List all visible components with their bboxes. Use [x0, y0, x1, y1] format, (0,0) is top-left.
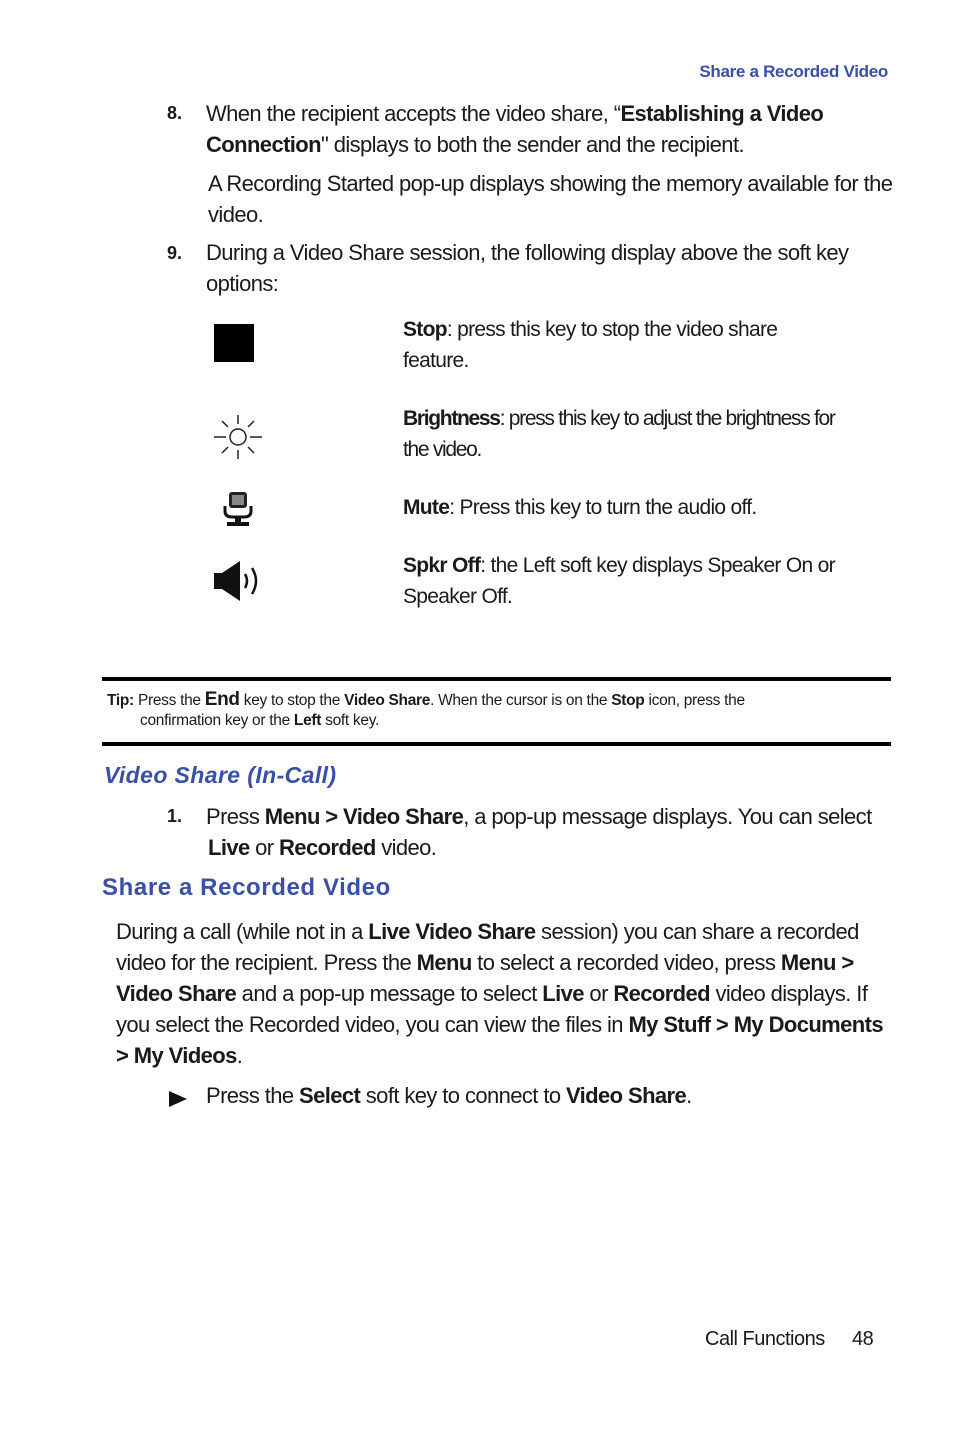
end-key-term: End	[204, 689, 240, 710]
tip-text: icon, press the	[644, 692, 745, 709]
running-header: Share a Recorded Video	[699, 62, 888, 81]
step-9-line: During a Video Share session, the following display above the soft key	[206, 240, 849, 265]
speaker-icon	[214, 560, 264, 607]
connection-term: Connection	[206, 132, 321, 157]
section2-text: .	[236, 1043, 243, 1068]
menu-term: Menu	[416, 950, 472, 975]
mute-term: Mute	[403, 496, 450, 519]
tip-text: confirmation key or the	[140, 712, 294, 729]
live-term: Live	[208, 835, 250, 860]
section1-text: or	[249, 835, 280, 860]
step-8-note	[208, 168, 898, 230]
section2-text: session) you can share a recorded	[535, 919, 859, 944]
tip-text: key to stop the	[239, 692, 345, 709]
section1-step-number: 1.	[167, 806, 183, 826]
step-8-note-line: video.	[208, 202, 264, 227]
step-9-number: 9.	[167, 243, 183, 263]
section-heading-video-share-in-call: Video Share (In-Call)	[104, 762, 337, 788]
step-9-text	[206, 237, 896, 299]
brightness-desc-text: the video.	[403, 438, 482, 461]
stop-desc-text: : press this key to stop the video share	[446, 318, 778, 341]
bullet-text: Press the	[206, 1083, 300, 1108]
bullet-arrow-icon	[168, 1089, 188, 1114]
bullet-text: .	[686, 1083, 692, 1108]
mute-icon	[220, 490, 256, 533]
left-key-term: Left	[293, 712, 322, 729]
brightness-icon	[212, 411, 264, 468]
recorded-term: Recorded	[613, 981, 710, 1006]
speaker-desc-text: Speaker Off.	[403, 585, 513, 608]
stop-term: Stop	[611, 692, 645, 709]
bullet-text: soft key to connect to	[360, 1083, 566, 1108]
footer-section-name: Call Functions	[705, 1328, 825, 1350]
section2-text: During a call (while not in a	[116, 919, 369, 944]
section1-text: , a pop-up message displays. You can select	[463, 804, 872, 829]
my-videos-term: > My Videos	[116, 1043, 237, 1068]
recorded-term: Recorded	[279, 835, 376, 860]
speaker-desc-text: : the Left soft key displays Speaker On or	[480, 554, 835, 577]
section2-text: video for the recipient. Press the	[116, 950, 417, 975]
section1-step-text	[206, 801, 896, 863]
bullet-step-text	[206, 1080, 896, 1111]
tip-top-rule	[102, 677, 891, 681]
stop-desc-text: feature.	[403, 349, 469, 372]
establishing-term: Establishing a Video	[620, 101, 824, 126]
stop-description	[403, 314, 863, 376]
brightness-description	[403, 403, 863, 465]
section2-paragraph	[116, 916, 906, 1071]
section2-text: or	[583, 981, 614, 1006]
step-8-text-part: " displays to both the sender and the recipient.	[321, 132, 744, 157]
step-8-text-part: When the recipient accepts the video share, “	[206, 101, 621, 126]
section2-text: you select the Recorded video, you can view the files in	[116, 1012, 629, 1037]
stop-icon	[214, 324, 254, 362]
video-share-term: Video Share	[344, 692, 431, 709]
mute-description	[403, 492, 863, 523]
live-video-share-term: Live Video Share	[368, 919, 536, 944]
tip-text: soft key.	[321, 712, 379, 729]
spkr-off-term: Spkr Off	[403, 554, 481, 577]
step-8-text	[206, 98, 896, 160]
brightness-desc-text: : press this key to adjust the brightness for	[499, 407, 835, 430]
brightness-term: Brightness	[403, 407, 500, 430]
tip-bottom-rule	[102, 742, 891, 746]
step-8-number: 8.	[167, 103, 183, 123]
live-term: Live	[542, 981, 584, 1006]
section2-text: to select a recorded video, press	[471, 950, 781, 975]
section2-text: and a pop-up message to select	[236, 981, 543, 1006]
section-heading-share-recorded-video: Share a Recorded Video	[102, 874, 391, 901]
my-stuff-path-term: My Stuff > My Documents	[628, 1012, 883, 1037]
mute-desc-text: : Press this key to turn the audio off.	[449, 496, 757, 519]
section1-text: Press	[206, 804, 265, 829]
step-9-line: options:	[206, 271, 279, 296]
menu-term: Menu >	[780, 950, 854, 975]
tip-label: Tip:	[107, 692, 134, 709]
video-share-term: Video Share	[116, 981, 237, 1006]
section1-text: video.	[375, 835, 437, 860]
footer-page-number: 48	[852, 1328, 874, 1350]
video-share-term: Video Share	[565, 1083, 687, 1108]
stop-term: Stop	[403, 318, 447, 341]
menu-path-term: Menu > Video Share	[264, 804, 464, 829]
section2-text: video displays. If	[709, 981, 868, 1006]
step-8-note-line: A Recording Started pop-up displays showing the memory available for the	[208, 171, 893, 196]
tip-box	[107, 690, 887, 731]
select-key-term: Select	[299, 1083, 361, 1108]
speaker-description	[403, 550, 863, 612]
tip-text: . When the cursor is on the	[430, 692, 612, 709]
tip-text: Press the	[133, 692, 205, 709]
